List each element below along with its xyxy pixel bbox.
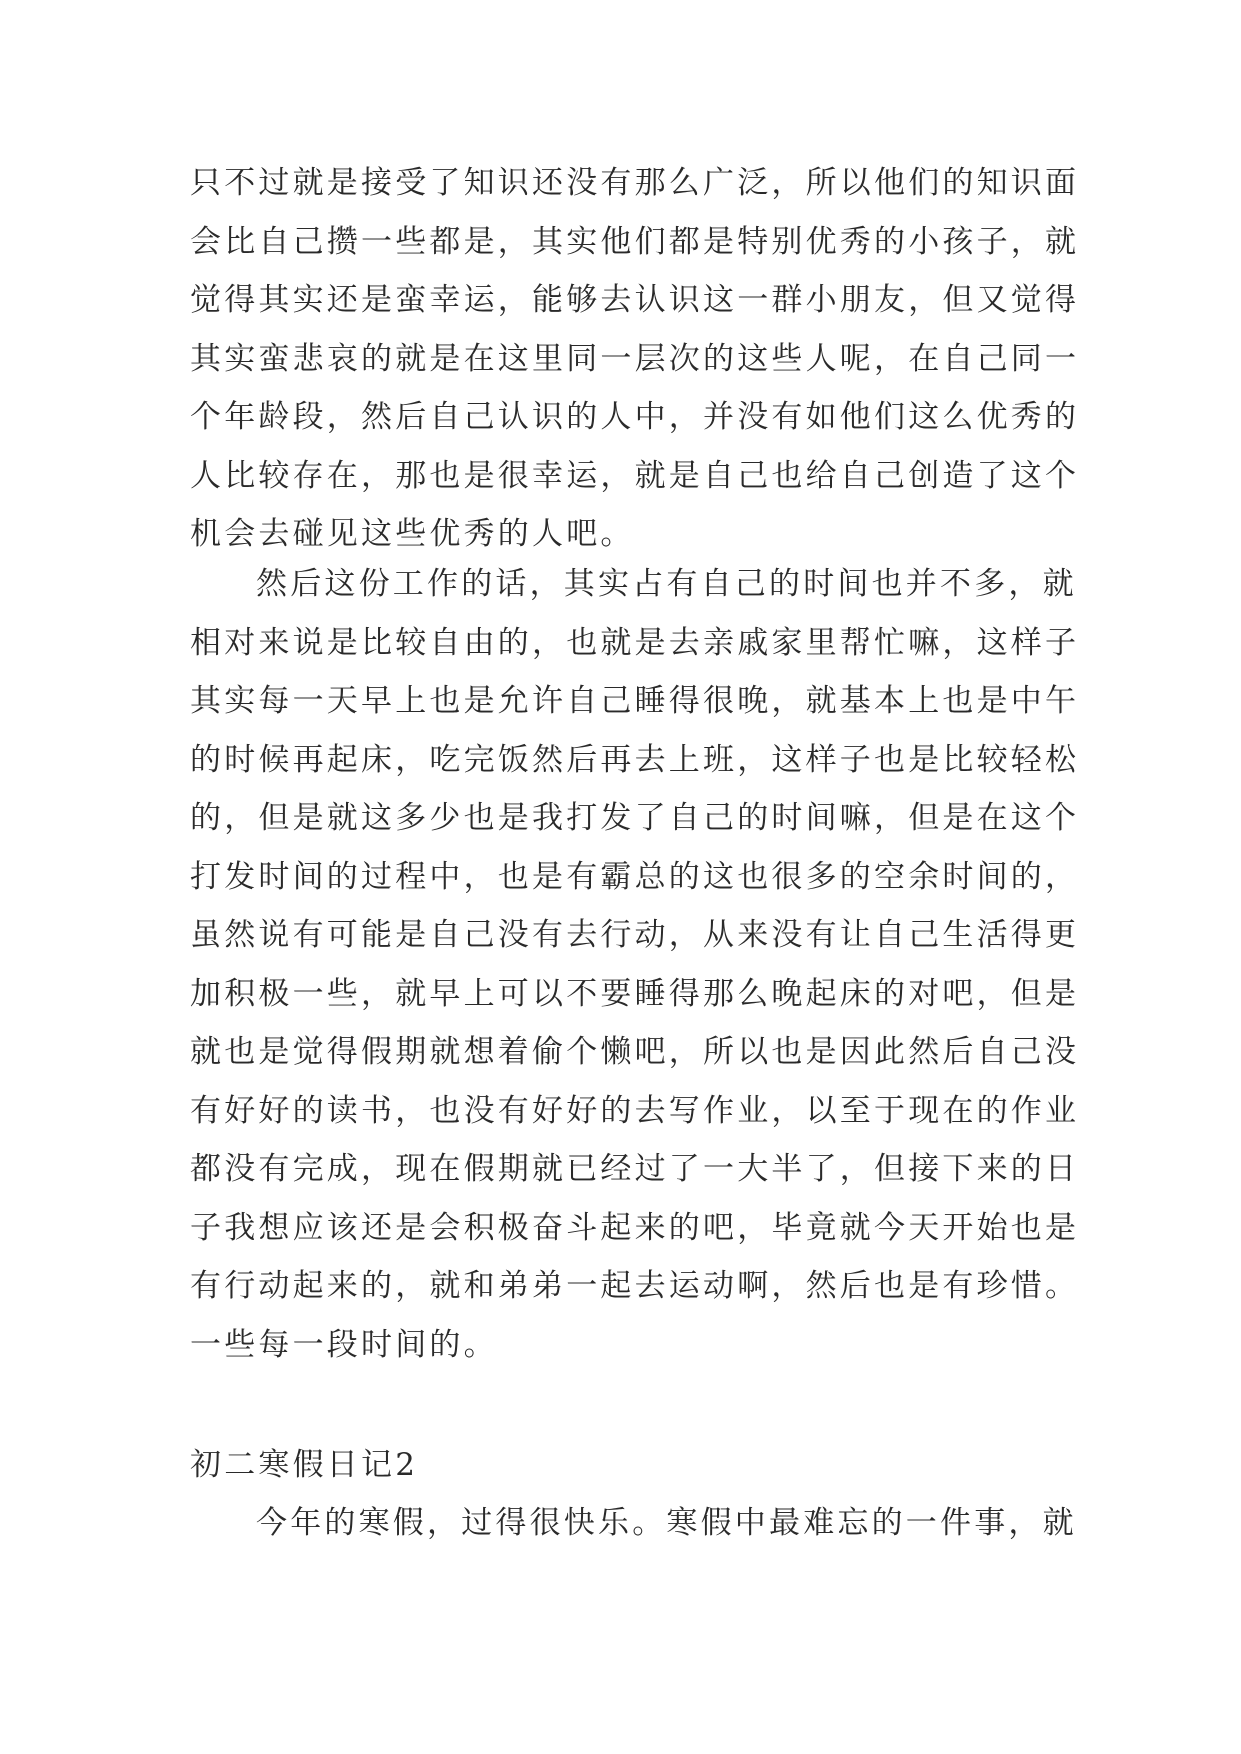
section-heading: 初二寒假日记2: [190, 1447, 419, 1483]
paragraph-line: 加积极一些，就早上可以不要睡得那么晚起床的对吧，但是: [190, 975, 1080, 1012]
paragraph-line: 有行动起来的，就和弟弟一起去运动啊，然后也是有珍惜。: [190, 1268, 1080, 1304]
paragraph-line: 有好好的读书，也没有好好的去写作业，以至于现在的作业: [190, 1092, 1080, 1129]
paragraph-line: 机会去碰见这些优秀的人吧。: [190, 516, 635, 552]
paragraph-line: 子我想应该还是会积极奋斗起来的吧，毕竟就今天开始也是: [190, 1209, 1080, 1246]
paragraph-line: 人比较存在，那也是很幸运，就是自己也给自己创造了这个: [190, 457, 1080, 494]
paragraph-line: 只不过就是接受了知识还没有那么广泛，所以他们的知识面: [190, 165, 1080, 201]
paragraph-line: 其实蛮悲哀的就是在这里同一层次的这些人呢，在自己同一: [190, 340, 1080, 377]
paragraph-1: [190, 154, 1080, 564]
paragraph-line: 然后这份工作的话，其实占有自己的时间也并不多，就: [256, 566, 1077, 602]
paragraph-line: 会比自己攒一些都是，其实他们都是特别优秀的小孩子，就: [190, 223, 1080, 260]
paragraph-line: 相对来说是比较自由的，也就是去亲戚家里帮忙嘛，这样子: [190, 624, 1080, 661]
paragraph-2: [190, 555, 1080, 1374]
paragraph-line: 打发时间的过程中，也是有霸总的这也很多的空余时间的，: [190, 858, 1080, 895]
paragraph-line: 都没有完成，现在假期就已经过了一大半了，但接下来的日: [190, 1151, 1080, 1187]
paragraph-line: 的，但是就这多少也是我打发了自己的时间嘛，但是在这个: [190, 800, 1080, 836]
paragraph-3: [190, 1494, 1077, 1553]
paragraph-line: 其实每一天早上也是允许自己睡得很晚，就基本上也是中午: [190, 683, 1080, 719]
paragraph-line: 个年龄段，然后自己认识的人中，并没有如他们这么优秀的: [190, 399, 1080, 435]
paragraph-line: 一些每一段时间的。: [190, 1326, 498, 1363]
paragraph-line: 的时候再起床，吃完饭然后再去上班，这样子也是比较轻松: [190, 741, 1080, 778]
paragraph-line: 今年的寒假，过得很快乐。寒假中最难忘的一件事，就: [256, 1505, 1077, 1541]
paragraph-line: 虽然说有可能是自己没有去行动，从来没有让自己生活得更: [190, 917, 1080, 953]
paragraph-line: 觉得其实还是蛮幸运，能够去认识这一群小朋友，但又觉得: [190, 282, 1080, 318]
paragraph-line: 就也是觉得假期就想着偷个懒吧，所以也是因此然后自己没: [190, 1034, 1080, 1070]
